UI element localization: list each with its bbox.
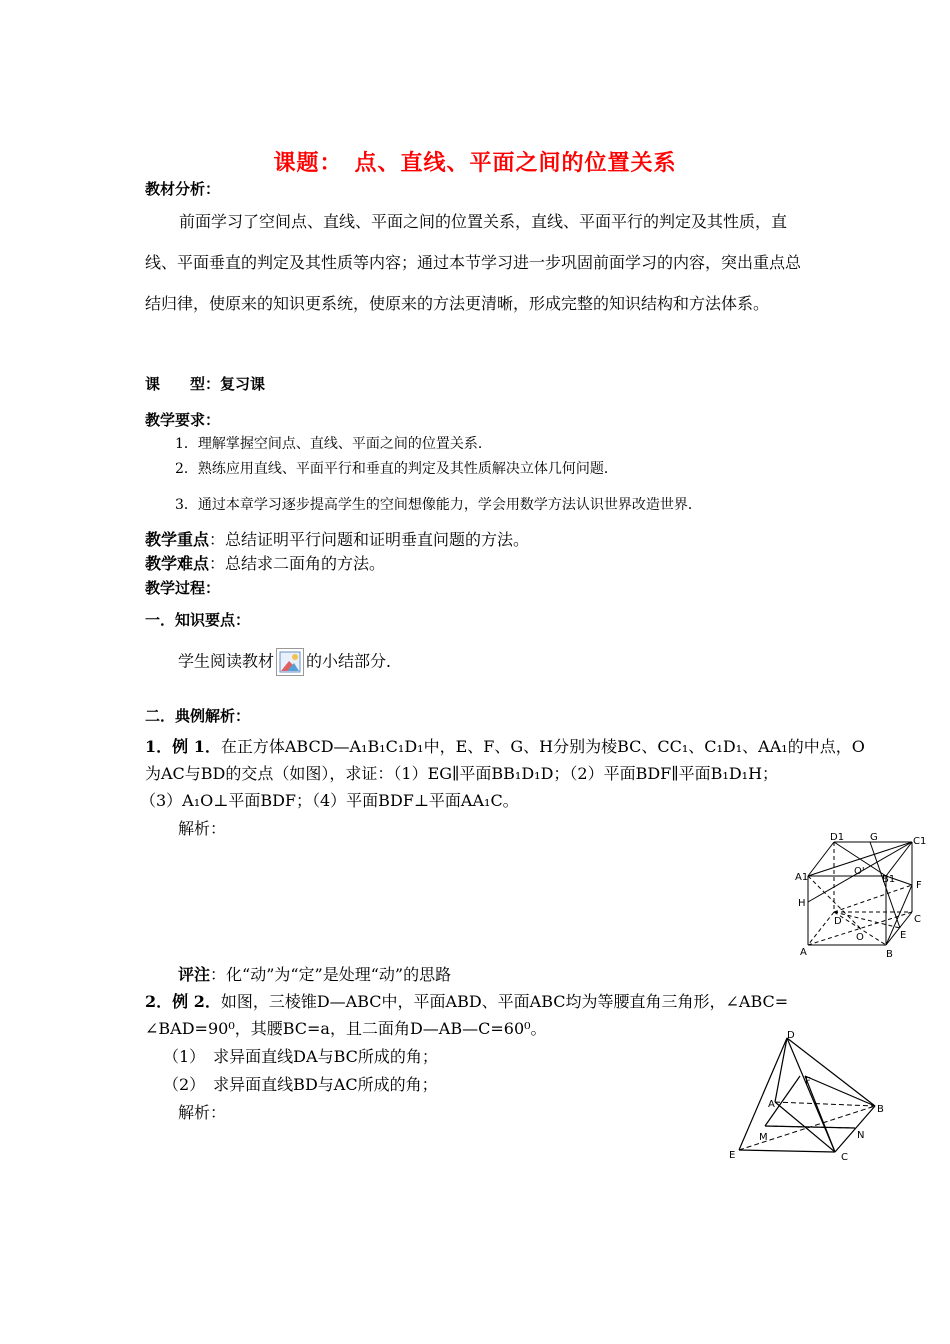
example2-question-2: （2） 求异面直线BD与AC所成的角； [163,1075,438,1094]
cube-figure [790,830,930,962]
process-heading: 教学过程： [145,579,221,597]
example2-label: 2．例 2． [145,992,221,1011]
label-M-point: M [759,1132,768,1143]
label-A1: A1 [795,872,809,883]
example1-line1 [145,737,865,757]
comment-text: ：化“动”为“定”是处理“动”的思路 [210,965,452,984]
picture-icon [276,648,304,676]
example2-analysis: 解析： [178,1103,227,1122]
label-O: O [856,932,864,943]
key-point [145,530,529,550]
analysis-paragraph [145,201,815,324]
label-G: G [870,832,878,843]
lesson-type-label: 课 型： [145,375,221,393]
requirement-item-2: 2．熟练应用直线、平面平行和垂直的判定及其性质解决立体几何问题． [175,461,618,477]
example2-text-1: 如图，三棱锥D—ABC中，平面ABD、平面ABC均为等腰直角三角形，∠ABC= [220,992,789,1011]
requirements-heading: 教学要求： [145,411,221,429]
section1-heading: 一．知识要点： [145,611,251,629]
label-N-point: N [857,1130,865,1141]
section1-text-before: 学生阅读教材 [178,651,275,671]
lesson-type-value: 复习课 [220,375,266,393]
label-H: H [798,898,806,909]
label-E: E [900,930,907,941]
label-F: F [916,880,922,891]
label-B: B [886,949,893,960]
section2-heading: 二．典例解析： [145,707,251,725]
label-O-prime: O' [854,866,865,877]
analysis-text: 前面学习了空间点、直线、平面之间的位置关系，直线、平面平行的判定及其性质，直线、平面垂直的判定及其性质等内容；通过本节学习进一步巩固前面学习的内容，突出重点总结归律，使原来的知识更系统，使原来的方法更清晰，形成完整的知识结构和方法体系。 [145,212,802,313]
example1-line2: 为AC与BD的交点（如图），求证：（1）EG∥平面BB₁D₁D；（2）平面BDF∥平面B₁D₁H； [145,764,779,783]
label-C1: C1 [913,836,927,847]
label-A-vertex: A [768,1099,775,1110]
section1-text-after: 的小结部分． [306,651,403,671]
example1-comment [178,965,451,985]
label-A: A [800,947,807,958]
pyramid-figure [725,1028,895,1168]
requirement-item-3: 3．通过本章学习逐步提高学生的空间想像能力，学会用数学方法认识世界改造世界． [175,497,702,513]
label-F-point: F [805,1076,811,1087]
key-point-label: 教学重点 [145,530,210,549]
section1-text [178,648,402,676]
label-D-apex: D [787,1030,795,1041]
label-C: C [914,914,921,925]
comment-label: 评注 [178,965,211,984]
requirement-item-1: 1．理解掌握空间点、直线、平面之间的位置关系． [175,436,492,452]
difficult-point [145,554,385,574]
difficult-point-text: ：总结求二面角的方法。 [209,554,386,573]
label-C-vertex: C [841,1152,848,1163]
example2-line2: ∠BAD=90⁰，其腰BC=a，且二面角D—AB—C=60⁰。 [145,1019,547,1038]
label-E-point: E [729,1150,736,1161]
difficult-point-label: 教学难点 [145,554,210,573]
page-title: 课题： 点、直线、平面之间的位置关系 [273,150,677,176]
label-B-vertex: B [877,1104,884,1115]
example1-analysis: 解析： [178,819,227,838]
example1-label: 1．例 1． [145,737,221,756]
label-D: D [834,916,842,927]
example1-line3: （3）A₁O⊥平面BDF；（4）平面BDF⊥平面AA₁C。 [140,791,519,810]
example2-line1 [145,992,788,1012]
analysis-heading: 教材分析： [145,180,221,198]
example1-text-1: 在正方体ABCD—A₁B₁C₁D₁中，E、F、G、H分别为棱BC、CC₁、C₁D₁、AA₁的中点，O [220,737,865,756]
label-B1: B1 [882,874,896,885]
key-point-text: ：总结证明平行问题和证明垂直问题的方法。 [209,530,530,549]
example2-question-1: （1） 求异面直线DA与BC所成的角； [163,1047,438,1066]
label-D1: D1 [830,832,845,843]
lesson-type [145,373,265,394]
